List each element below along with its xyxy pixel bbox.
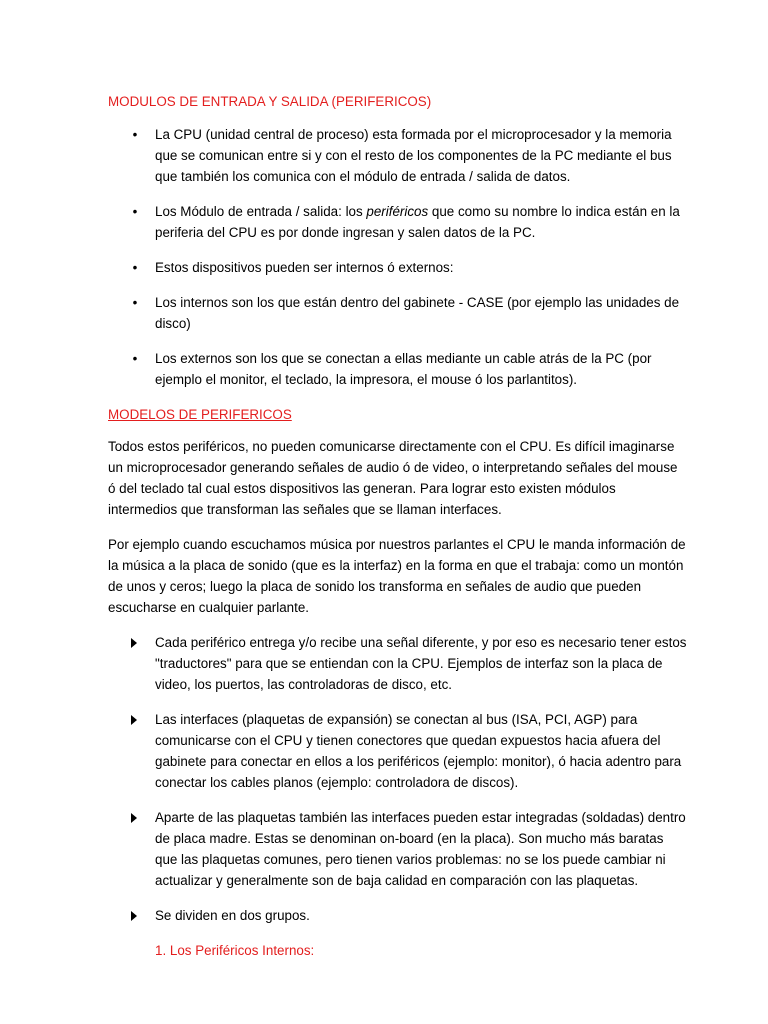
bullet-dot-icon: •: [132, 204, 138, 219]
arrow-bullet-icon: [131, 911, 137, 921]
list-item-text: Los externos son los que se conectan a ellas mediante un cable atrás de la PC (por ejemplo el monitor, el teclado, la impresora, el mouse ó los parlantitos).: [155, 351, 652, 387]
list-item: [108, 257, 688, 278]
list-item: [108, 807, 688, 891]
arrow-bullet-icon: [131, 813, 137, 823]
subheading-perifericos-internos: 1. Los Periféricos Internos:: [155, 943, 315, 958]
list-item: [108, 709, 688, 793]
list-item-text: La CPU (unidad central de proceso) esta formada por el microprocesador y la memoria que se comunican entre si y con el resto de los componentes de la PC mediante el bus que también los comunica con el módulo de entrada / salida de datos.: [155, 127, 672, 184]
list-item-text-part: que como su nombre lo indica están en la periferia del CPU es por donde ingresan y salen datos de la PC.: [155, 204, 680, 240]
list-item: [108, 905, 688, 926]
list-item-text: Se dividen en dos grupos.: [155, 908, 310, 923]
perifericos-arrow-list: [108, 632, 688, 926]
list-item-text: Aparte de las plaquetas también las interfaces pueden estar integradas (soldadas) dentro de placa madre. Estas se denominan on-board (en la placa). Son mucho más baratas que las plaquetas comunes, pero tienen varios problemas: no se los puede cambiar ni actualizar y generalmente son de baja calidad en comparación con las plaquetas.: [155, 810, 686, 888]
bullet-dot-icon: •: [132, 260, 138, 275]
list-item: [108, 124, 688, 187]
list-item-text: Los internos son los que están dentro del gabinete - CASE (por ejemplo las unidades de disco): [155, 295, 680, 331]
emphasis-perifericos: periféricos: [366, 204, 429, 219]
list-item: [108, 292, 688, 334]
bullet-dot-icon: •: [132, 351, 138, 366]
list-item: [108, 348, 688, 390]
bullet-dot-icon: •: [132, 295, 138, 310]
bullet-dot-icon: •: [132, 127, 138, 142]
section-heading-modulos: MODULOS DE ENTRADA Y SALIDA (PERIFERICOS): [108, 94, 432, 109]
list-item-text-part: Los Módulo de entrada / salida: los: [155, 204, 367, 219]
list-item: [108, 201, 688, 243]
paragraph: Todos estos periféricos, no pueden comunicarse directamente con el CPU. Es difícil imaginarse un microprocesador generando señales de audio ó de video, o interpretando señales del mouse ó del teclado tal cual estos dispositivos las generan. Para lograr esto existen módulos intermedios que transforman las señales que se llaman interfaces.: [108, 439, 678, 517]
arrow-bullet-icon: [131, 715, 137, 725]
paragraph: Por ejemplo cuando escuchamos música por nuestros parlantes el CPU le manda información de la música a la placa de sonido (que es la interfaz) en la forma en que el trabaja: como un montón de unos y ceros; luego la placa de sonido los transforma en señales de audio que pueden escucharse en cualquier parlante.: [108, 537, 686, 615]
list-item-text: Cada periférico entrega y/o recibe una señal diferente, y por eso es necesario tener estos "traductores" para que se entiendan con la CPU. Ejemplos de interfaz son la placa de video, los puertos, las controladoras de disco, etc.: [155, 635, 687, 692]
arrow-bullet-icon: [131, 638, 137, 648]
list-item-text: Las interfaces (plaquetas de expansión) se conectan al bus (ISA, PCI, AGP) para comunicarse con el CPU y tienen conectores que quedan expuestos hacia afuera del gabinete para conectar en ellos a los periféricos (ejemplo: monitor), ó hacia adentro para conectar los cables planos (ejemplo: controladora de discos).: [155, 712, 682, 790]
list-item-text: Estos dispositivos pueden ser internos ó externos:: [155, 260, 454, 275]
section-heading-modelos: MODELOS DE PERIFERICOS: [108, 407, 292, 422]
list-item: [108, 632, 688, 695]
modulos-bullet-list: [108, 124, 688, 390]
